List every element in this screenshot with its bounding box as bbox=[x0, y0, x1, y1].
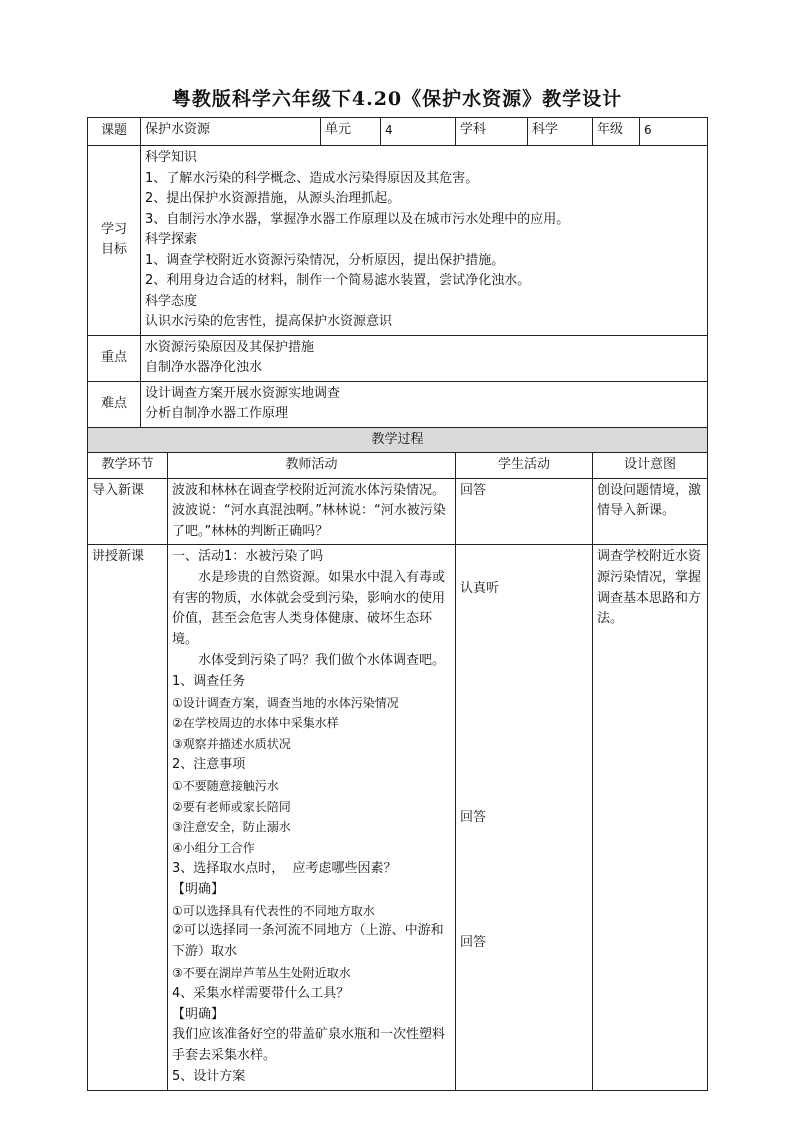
difficulties-label: 难点 bbox=[88, 381, 141, 427]
intro-row bbox=[88, 478, 708, 545]
document-title: 粤教版科学六年级下4.20《保护水资源》教学设计 bbox=[171, 88, 623, 110]
key-points-label: 重点 bbox=[88, 335, 141, 381]
process-section-title: 教学过程 bbox=[88, 427, 708, 453]
header-intent: 设计意图 bbox=[593, 453, 708, 479]
intro-stage: 导入新课 bbox=[88, 478, 168, 545]
student-answer-1: 回答 bbox=[460, 809, 487, 825]
header-teacher: 教师活动 bbox=[168, 453, 456, 479]
intro-student: 回答 bbox=[456, 478, 593, 545]
goals-label: 学习 目标 bbox=[88, 146, 141, 336]
subject-value: 科学 bbox=[528, 118, 593, 146]
main-stage: 讲授新课 bbox=[88, 545, 168, 1091]
student-answer-2: 回答 bbox=[460, 934, 487, 950]
grade-label: 年级 bbox=[593, 118, 640, 146]
student-listen: 认真听 bbox=[460, 581, 500, 596]
header-stage: 教学环节 bbox=[88, 453, 168, 479]
info-row bbox=[88, 118, 708, 146]
intro-teacher: 波波和林林在调查学校附近河流水体污染情况。波波说：“河水真混浊啊。”林林说：“河水被污染了吧。”林林的判断正确吗？ bbox=[168, 478, 456, 545]
goals-row bbox=[88, 146, 708, 336]
difficulties-row bbox=[88, 381, 708, 427]
process-section-row bbox=[88, 427, 708, 453]
unit-value: 4 bbox=[381, 118, 456, 146]
main-intent: 调查学校附近水资源污染情况，掌握调查基本思路和方法。 bbox=[593, 545, 708, 1091]
course-label: 课题 bbox=[88, 118, 141, 146]
intro-intent: 创设问题情境，激情导入新课。 bbox=[593, 478, 708, 545]
main-row bbox=[88, 545, 708, 1091]
subject-label: 学科 bbox=[456, 118, 528, 146]
header-student: 学生活动 bbox=[456, 453, 593, 479]
main-student bbox=[456, 545, 593, 1091]
difficulties-content: 设计调查方案开展水资源实地调查 分析自制净水器工作原理 bbox=[141, 381, 708, 427]
key-points-row bbox=[88, 335, 708, 381]
process-header-row bbox=[88, 453, 708, 479]
unit-label: 单元 bbox=[321, 118, 381, 146]
lesson-plan-table bbox=[87, 117, 708, 1091]
grade-value: 6 bbox=[640, 118, 708, 146]
goals-content: 科学知识 1、了解水污染的科学概念、造成水污染得原因及其危害。 2、提出保护水资源措施，从源头治理抓起。 3、自制污水净水器，掌握净水器工作原理以及在城市污水处理中的应用。 科学探索 1、调查学校附近水资源污染情况，分析原因，提出保护措施。 2、利用身边合适的材料，制作一个简易滤水装置，尝试净化浊水。 科学态度 认识水污染的危害性，提高保护水资源意识 bbox=[141, 146, 708, 336]
course-value: 保护水资源 bbox=[141, 118, 321, 146]
key-points-content: 水资源污染原因及其保护措施 自制净水器净化浊水 bbox=[141, 335, 708, 381]
main-teacher: 一、活动1：水被污染了吗 水是珍贵的自然资源。如果水中混入有毒或有害的物质，水体就会受到污染，影响水的使用价值，甚至会危害人类身体健康、破坏生态环境。 水体受到污染了吗？我们做个水体调查吧。 1、调查任务 ①设计调查方案，调查当地的水体污染情况 ②在学校周边的水体中采集水样 ③观察并描述水质状况 2、注意事项 ①不要随意接触污水 ②要有老师或家长陪同 ③注意安全，防止溺水 ④小组分工合作 3、选择取水点时， 应考虑哪些因素？ 【明确】 ①可以选择具有代表性的不同地方取水 ②可以选择同一条河流不同地方（上游、中游和下游）取水 ③不要在湖岸芦苇丛生处附近取水 4、采集水样需要带什么工具？ 【明确】 我们应该准备好空的带盖矿泉水瓶和一次性塑料手套去采集水样。 5、设计方案 bbox=[168, 545, 456, 1091]
